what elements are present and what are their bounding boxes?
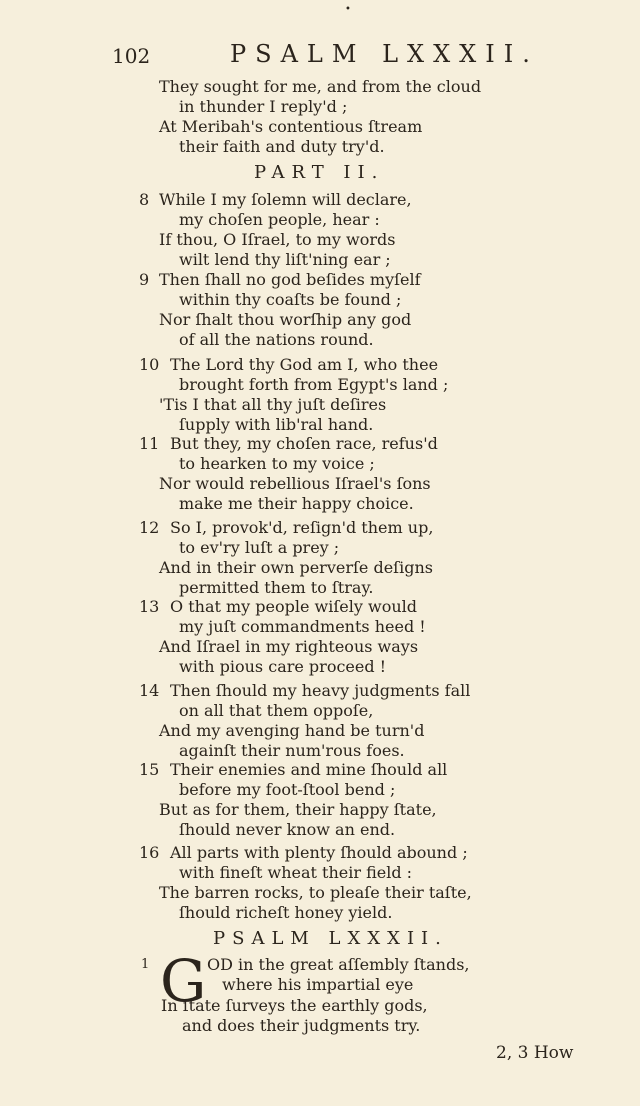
top-mark: • — [345, 4, 351, 15]
verse-line: in thunder I reply'd ; — [179, 97, 348, 116]
verse-line: with fineſt wheat their field : — [179, 863, 413, 882]
catchword: 2, 3 How — [496, 1043, 574, 1063]
stanza-number: 12 — [139, 518, 160, 537]
verse-line: againſt their num'rous foes. — [179, 741, 405, 760]
verse-line: permitted them to ſtray. — [179, 578, 374, 597]
psalm-heading: PSALM LXXXII. — [213, 928, 448, 949]
verse-line: In ſtate ſurveys the earthly gods, — [161, 996, 428, 1015]
verse-line: Nor ſhalt thou worſhip any god — [159, 310, 412, 329]
verse-line: before my foot-ſtool bend ; — [179, 780, 396, 799]
stanza-number: 16 — [139, 843, 160, 862]
verse-line: While I my ſolemn will declare, — [159, 190, 412, 209]
verse-line: All parts with plenty ſhould abound ; — [170, 843, 468, 862]
stanza-number: 8 — [139, 190, 150, 209]
verse-line: and does their judgments try. — [182, 1016, 421, 1035]
verse-line: ſupply with lib'ral hand. — [179, 415, 374, 434]
verse-number: 1 — [141, 957, 150, 972]
verse-line: So I, provok'd, reſign'd them up, — [170, 518, 434, 537]
verse-line: But they, my choſen race, refus'd — [170, 434, 438, 453]
verse-line: my choſen people, hear : — [179, 210, 380, 229]
stanza-number: 10 — [139, 355, 160, 374]
verse-line: But as for them, their happy ſtate, — [159, 800, 437, 819]
verse-line: make me their happy choice. — [179, 494, 414, 513]
verse-line: 'Tis I that all thy juſt deſires — [159, 395, 387, 414]
verse-line: ſhould never know an end. — [179, 820, 396, 839]
stanza-number: 11 — [139, 434, 160, 453]
verse-line: OD in the great aſſembly ſtands, — [207, 955, 470, 974]
verse-line: to ev'ry luſt a prey ; — [179, 538, 340, 557]
verse-line: The Lord thy God am I, who thee — [170, 355, 439, 374]
drop-cap: G — [160, 947, 207, 1015]
part-heading: PART II. — [254, 162, 385, 183]
verse-line: with pious care proceed ! — [179, 657, 387, 676]
verse-line: If thou, O Iſrael, to my words — [159, 230, 396, 249]
running-head: PSALM LXXXII. — [230, 40, 539, 68]
verse-line: O that my people wiſely would — [170, 597, 417, 616]
verse-line: Nor would rebellious Iſrael's ſons — [159, 474, 431, 493]
verse-line: Then ſhould my heavy judgments fall — [170, 681, 471, 700]
stanza-number: 15 — [139, 760, 160, 779]
verse-line: And in their own perverſe deſigns — [159, 558, 433, 577]
stanza-number: 13 — [139, 597, 160, 616]
verse-line: to hearken to my voice ; — [179, 454, 375, 473]
verse-line: Then ſhall no god beſides myſelf — [159, 270, 421, 289]
verse-line: of all the nations round. — [179, 330, 374, 349]
verse-line: The barren rocks, to pleaſe their taſte, — [159, 883, 472, 902]
stanza-number: 9 — [139, 270, 150, 289]
verse-line: And my avenging hand be turn'd — [159, 721, 425, 740]
verse-line: their faith and duty try'd. — [179, 137, 385, 156]
verse-line: brought forth from Egypt's land ; — [179, 375, 449, 394]
verse-line: within thy coaſts be found ; — [179, 290, 402, 309]
verse-line: my juſt commandments heed ! — [179, 617, 426, 636]
stanza-number: 14 — [139, 681, 160, 700]
verse-line: Their enemies and mine ſhould all — [170, 760, 448, 779]
verse-line: And Iſrael in my righteous ways — [159, 637, 419, 656]
verse-line: They sought for me, and from the cloud — [159, 77, 482, 96]
verse-line: ſhould richeſt honey yield. — [179, 903, 393, 922]
verse-line: wilt lend thy liſt'ning ear ; — [179, 250, 391, 269]
verse-line: where his impartial eye — [222, 975, 414, 994]
verse-line: At Meribah's contentious ſtream — [159, 117, 423, 136]
verse-line: on all that them oppoſe, — [179, 701, 374, 720]
page-number: 102 — [112, 44, 151, 68]
